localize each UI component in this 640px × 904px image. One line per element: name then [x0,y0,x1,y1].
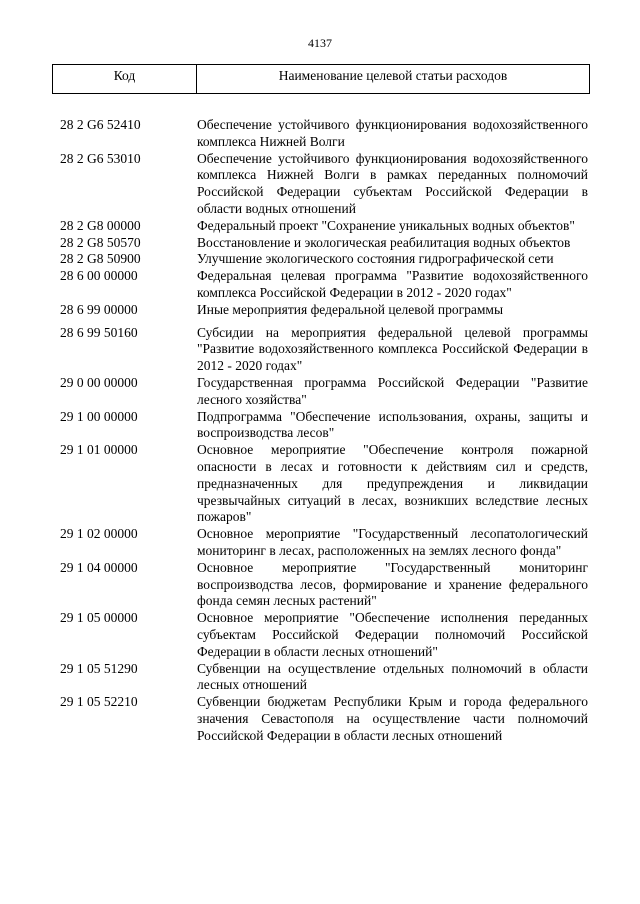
table-row [60,268,588,302]
table-row [60,694,588,744]
row-code: 28 2 G8 50570 [60,234,141,250]
row-name: Улучшение экологического состояния гидрографической сети [197,251,554,267]
row-name: Основное мероприятие "Государственный лесопатологический мониторинг в лесах, расположенных на землях лесного фонда" [197,526,588,558]
header-name: Наименование целевой статьи расходов [278,68,508,83]
row-name: Основное мероприятие "Обеспечение контроля пожарной опасности в лесах и готовности к действиям сил и средств, предназначенных для предупреждения и ликвидации чрезвычайных ситуаций в лесах, возникших вследствие лесных пожаров" [197,442,588,525]
row-code: 28 2 G8 50900 [60,251,141,267]
row-code: 28 6 99 50160 [60,324,138,340]
table-row [60,409,588,443]
row-code: 29 0 00 00000 [60,374,138,390]
row-code: 29 1 05 51290 [60,660,138,676]
row-name: Обеспечение устойчивого функционирования водохозяйственного комплекса Нижней Волги [197,117,588,149]
table-row [60,117,588,151]
page-number: 4137 [308,36,332,50]
table-row [60,218,588,235]
row-code: 28 2 G8 00000 [60,217,141,233]
row-name: Основное мероприятие "Обеспечение исполнения переданных субъектам Российской Федерации полномочий Российской Федерации в области лесных отношений" [197,610,588,659]
row-code: 29 1 05 52210 [60,694,138,710]
row-name: Восстановление и экологическая реабилитация водных объектов [197,234,571,250]
table-row [60,325,588,375]
table-row [60,235,588,252]
table-row [60,251,588,268]
row-code: 29 1 02 00000 [60,526,138,542]
row-name: Иные мероприятия федеральной целевой программы [197,301,504,317]
row-code: 28 2 G6 53010 [60,150,141,166]
row-name: Основное мероприятие "Государственный мониторинг воспроизводства лесов, формирование и хранение федерального фонда семян лесных растений" [197,559,588,609]
table-row [60,442,588,526]
table-row [60,560,588,610]
table-row [60,151,588,218]
table-row [60,610,588,660]
row-code: 29 1 04 00000 [60,559,138,575]
header-code: Код [53,65,197,93]
row-name: Государственная программа Российской Федерации "Развитие лесного хозяйства" [197,374,588,407]
row-name: Подпрограмма "Обеспечение использования, охраны, защиты и воспроизводства лесов" [197,408,588,441]
row-code: 29 1 01 00000 [60,442,138,458]
table-header [52,64,590,94]
table-row [60,375,588,409]
row-name: Федеральная целевая программа "Развитие водохозяйственного комплекса Российской Федерации в 2012 - 2020 годах" [197,268,588,300]
row-code: 29 1 05 00000 [60,610,138,626]
row-name: Субвенции на осуществление отдельных полномочий в области лесных отношений [197,660,588,693]
row-name: Федеральный проект "Сохранение уникальных водных объектов" [197,217,575,233]
row-code: 28 6 99 00000 [60,301,138,317]
row-name: Субсидии на мероприятия федеральной целевой программы "Развитие водохозяйственного комплекса Российской Федерации в 2012 - 2020 годах" [197,324,588,374]
table-body [60,117,588,744]
row-name: Обеспечение устойчивого функционирования водохозяйственного комплекса Нижней Волги в рамках переданных полномочий Российской Федерации субъектам Российской Федерации в области водных отношений [197,150,588,216]
row-name: Субвенции бюджетам Республики Крым и города федерального значения Севастополя на осуществление части полномочий Российской Федерации в области лесных отношений [197,694,588,743]
table-row [60,526,588,560]
row-code: 28 6 00 00000 [60,268,138,284]
row-code: 28 2 G6 52410 [60,117,141,132]
row-code: 29 1 00 00000 [60,408,138,424]
table-row [60,661,588,695]
table-row [60,302,588,319]
